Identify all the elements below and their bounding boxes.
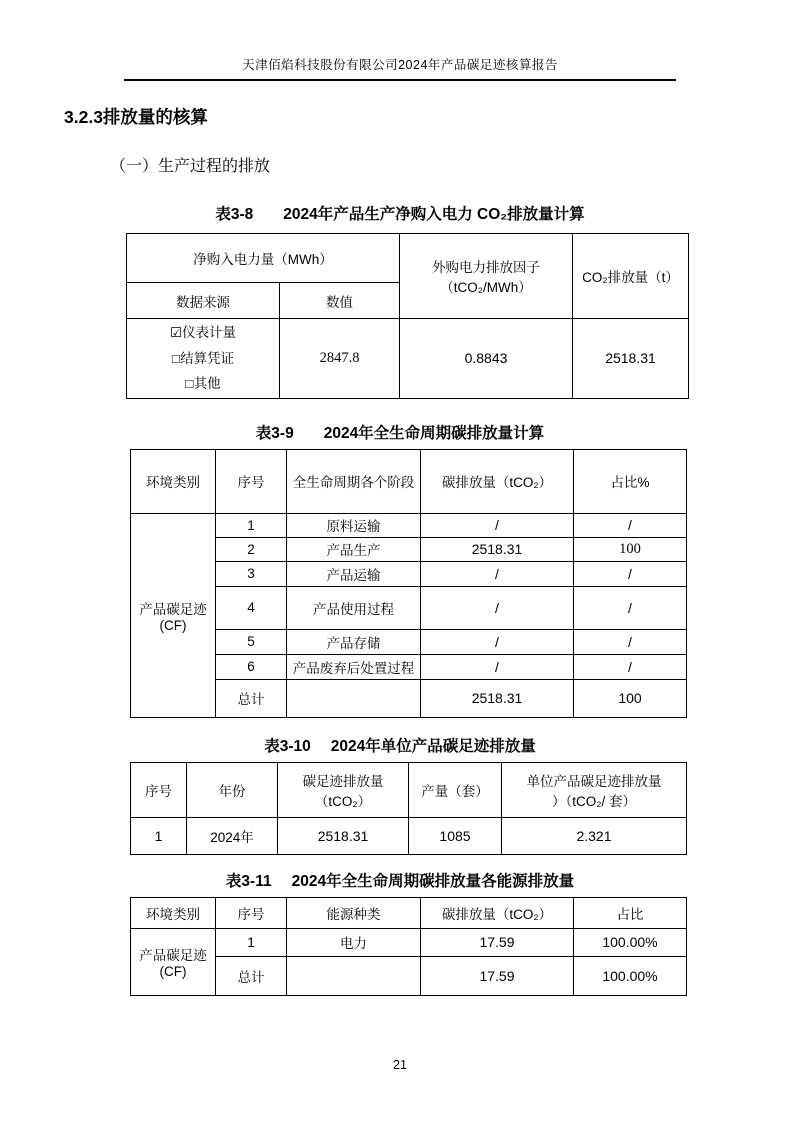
table-3-9 bbox=[130, 449, 687, 718]
cell-total-label: 总计 bbox=[216, 679, 287, 717]
header-unit-footprint bbox=[502, 762, 687, 817]
table-3-10 bbox=[130, 762, 687, 855]
cell-year: 2024年 bbox=[187, 817, 278, 854]
cell-stage-empty bbox=[287, 679, 421, 717]
table-3-8-title bbox=[0, 202, 800, 224]
cell-share: 100 bbox=[574, 537, 687, 561]
header-footprint-emission bbox=[278, 762, 409, 817]
category-line1: 产品碳足迹 bbox=[139, 601, 207, 617]
table-3-10-title bbox=[0, 734, 800, 756]
table-3-10-label: 表3-10 bbox=[264, 737, 311, 755]
cell-energy-type: 电力 bbox=[287, 928, 421, 956]
header-no: 序号 bbox=[216, 449, 287, 513]
header-year: 年份 bbox=[187, 762, 278, 817]
cell-stage: 产品使用过程 bbox=[287, 586, 421, 629]
header-carbon-emission: 碳排放量（tCO₂） bbox=[421, 897, 574, 928]
cell-stage: 产品废弃后处置过程 bbox=[287, 654, 421, 679]
category-line1: 产品碳足迹 bbox=[139, 948, 207, 964]
cell-no: 3 bbox=[216, 561, 287, 586]
cell-emission: 17.59 bbox=[421, 928, 574, 956]
table-row bbox=[131, 817, 687, 854]
header-footprint-line1: 碳足迹排放量 bbox=[302, 773, 384, 789]
cell-no: 5 bbox=[216, 629, 287, 654]
cell-emission-value: 2518.31 bbox=[573, 319, 689, 399]
table-3-11-title bbox=[0, 869, 800, 891]
cell-total-emission: 17.59 bbox=[421, 956, 574, 995]
cell-stage: 产品存储 bbox=[287, 629, 421, 654]
report-header: 天津佰焰科技股份有限公司2024年产品碳足迹核算报告 bbox=[124, 55, 676, 81]
cell-total-label: 总计 bbox=[216, 956, 287, 995]
cell-no: 1 bbox=[216, 928, 287, 956]
cell-stage: 产品生产 bbox=[287, 537, 421, 561]
cell-footprint-emission: 2518.31 bbox=[278, 817, 409, 854]
cell-share: 100.00% bbox=[574, 928, 687, 956]
header-footprint-line2: （tCO₂） bbox=[314, 793, 372, 809]
header-output: 产量（套） bbox=[409, 762, 502, 817]
checkbox-option-other: □其他 bbox=[185, 376, 221, 392]
table-row bbox=[127, 234, 689, 283]
header-share: 占比 bbox=[574, 897, 687, 928]
header-co2-emission: CO₂排放量（t） bbox=[573, 234, 689, 319]
cell-category-cf bbox=[131, 513, 216, 717]
cell-total-share: 100.00% bbox=[574, 956, 687, 995]
cell-emission: / bbox=[421, 513, 574, 537]
table-3-11 bbox=[130, 897, 687, 996]
section-heading: 3.2.3排放量的核算 bbox=[64, 107, 208, 127]
cell-no: 6 bbox=[216, 654, 287, 679]
header-share: 占比% bbox=[574, 449, 687, 513]
cell-emission: / bbox=[421, 586, 574, 629]
header-unit-line2: ）（tCO₂/ 套） bbox=[552, 793, 636, 809]
cell-data-source-options bbox=[127, 319, 280, 399]
cell-share: / bbox=[574, 513, 687, 537]
table-row bbox=[131, 928, 687, 956]
table-3-8-title-text: 2024年产品生产净购入电力 CO₂排放量计算 bbox=[283, 206, 585, 223]
cell-emission: / bbox=[421, 561, 574, 586]
table-3-8 bbox=[126, 233, 689, 399]
header-unit-line1: 单位产品碳足迹排放量 bbox=[526, 773, 662, 789]
header-net-power: 净购入电力量（MWh） bbox=[127, 234, 400, 283]
cell-share: / bbox=[574, 586, 687, 629]
cell-power-value: 2847.8 bbox=[280, 319, 400, 399]
category-line2: (CF) bbox=[159, 617, 187, 633]
checkbox-option-meter: ☑仪表计量 bbox=[169, 325, 237, 340]
header-no: 序号 bbox=[131, 762, 187, 817]
cell-factor-value: 0.8843 bbox=[400, 319, 573, 399]
cell-share: / bbox=[574, 629, 687, 654]
cell-emission: 2518.31 bbox=[421, 537, 574, 561]
table-row bbox=[131, 762, 687, 817]
cell-no: 1 bbox=[131, 817, 187, 854]
cell-stage: 产品运输 bbox=[287, 561, 421, 586]
subsection-heading: （一）生产过程的排放 bbox=[110, 158, 271, 175]
cell-unit-footprint: 2.321 bbox=[502, 817, 687, 854]
header-data-source: 数据来源 bbox=[127, 283, 280, 319]
cell-energy-type-empty bbox=[287, 956, 421, 995]
category-line2: (CF) bbox=[159, 964, 187, 980]
header-carbon-emission: 碳排放量（tCO₂） bbox=[421, 449, 574, 513]
cell-no: 4 bbox=[216, 586, 287, 629]
header-value: 数值 bbox=[280, 283, 400, 319]
header-env-category: 环境类别 bbox=[131, 897, 216, 928]
page-number: 21 bbox=[393, 1058, 407, 1072]
table-3-8-label: 表3-8 bbox=[215, 206, 254, 223]
cell-no: 2 bbox=[216, 537, 287, 561]
header-no: 序号 bbox=[216, 897, 287, 928]
table-3-10-title-text: 2024年单位产品碳足迹排放量 bbox=[330, 737, 536, 755]
header-emission-factor bbox=[400, 234, 573, 319]
table-3-11-label: 表3-11 bbox=[225, 872, 272, 890]
table-row bbox=[131, 897, 687, 928]
table-3-9-title-text: 2024年全生命周期碳排放量计算 bbox=[323, 424, 545, 442]
table-3-9-title bbox=[0, 421, 800, 443]
header-env-category: 环境类别 bbox=[131, 449, 216, 513]
cell-total-share: 100 bbox=[574, 679, 687, 717]
table-3-9-label: 表3-9 bbox=[255, 424, 294, 442]
cell-total-emission: 2518.31 bbox=[421, 679, 574, 717]
cell-emission: / bbox=[421, 654, 574, 679]
header-emission-factor-line1: 外购电力排放因子 bbox=[432, 260, 540, 275]
header-lifecycle-stage: 全生命周期各个阶段 bbox=[287, 449, 421, 513]
cell-category-cf bbox=[131, 928, 216, 995]
table-row bbox=[131, 513, 687, 537]
cell-emission: / bbox=[421, 629, 574, 654]
cell-stage: 原料运输 bbox=[287, 513, 421, 537]
cell-share: / bbox=[574, 654, 687, 679]
checkbox-option-settlement: □结算凭证 bbox=[171, 350, 235, 366]
header-emission-factor-line2: （tCO₂/MWh） bbox=[440, 280, 532, 295]
cell-share: / bbox=[574, 561, 687, 586]
table-row bbox=[131, 449, 687, 513]
cell-output: 1085 bbox=[409, 817, 502, 854]
table-row bbox=[127, 319, 689, 399]
cell-no: 1 bbox=[216, 513, 287, 537]
header-energy-type: 能源种类 bbox=[287, 897, 421, 928]
table-3-11-title-text: 2024年全生命周期碳排放量各能源排放量 bbox=[291, 872, 575, 890]
